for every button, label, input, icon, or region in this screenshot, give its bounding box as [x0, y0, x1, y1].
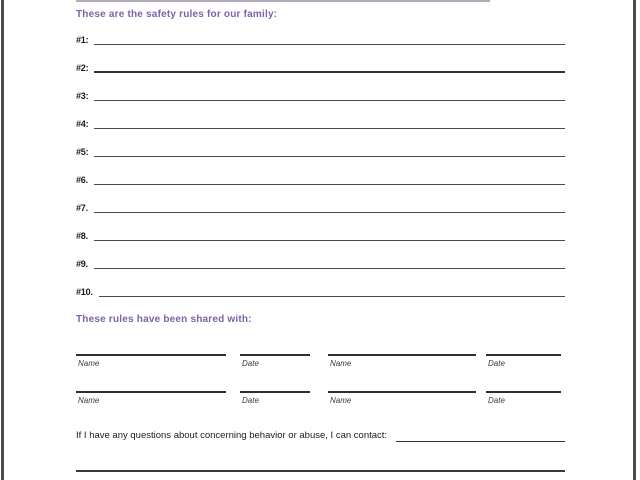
signature-field-label: Date — [242, 359, 259, 368]
signature-field-name — [328, 391, 476, 405]
signature-row — [76, 354, 561, 368]
rule-row — [76, 101, 565, 129]
rule-number-label: #5: — [76, 147, 89, 157]
rule-number-label: #8. — [76, 231, 88, 241]
rule-row — [76, 213, 565, 241]
signature-field-label: Name — [330, 359, 352, 368]
rules-list — [76, 17, 565, 297]
rule-row — [76, 269, 565, 297]
signature-field-label: Date — [488, 359, 505, 368]
signature-field-label: Name — [330, 396, 352, 405]
contact-row — [76, 429, 565, 442]
rule-number-label: #4: — [76, 119, 89, 129]
shared-section-title: These rules have been shared with: — [76, 314, 252, 325]
rule-blank-line — [94, 212, 565, 213]
rule-row — [76, 45, 565, 73]
rule-blank-line — [94, 184, 565, 185]
notes-blank-line — [76, 470, 565, 472]
signature-field-date — [486, 354, 561, 368]
cropped-text-remnant — [76, 0, 490, 2]
rule-number-label: #7. — [76, 203, 88, 213]
page-crop-border-right — [633, 0, 636, 480]
rule-row — [76, 157, 565, 185]
rule-number-label: #6. — [76, 175, 88, 185]
rule-blank-line — [94, 100, 565, 101]
signature-field-label: Date — [242, 396, 259, 405]
rule-number-label: #3: — [76, 91, 89, 101]
rule-number-label: #10. — [76, 287, 93, 297]
rule-row — [76, 73, 565, 101]
rule-row — [76, 185, 565, 213]
rule-number-label: #2: — [76, 63, 89, 73]
rule-row — [76, 129, 565, 157]
rule-blank-line — [94, 44, 565, 45]
rule-number-label: #1: — [76, 35, 89, 45]
rule-number-label: #9. — [76, 259, 88, 269]
rules-section-title: These are the safety rules for our family: — [76, 9, 278, 20]
signature-field-name — [328, 354, 476, 368]
rule-blank-line — [94, 240, 565, 241]
rule-blank-line — [94, 156, 565, 157]
rule-blank-line — [94, 71, 565, 73]
page-crop-border-left — [1, 0, 4, 480]
rule-row — [76, 241, 565, 269]
rule-row — [76, 17, 565, 45]
signature-field-name — [76, 391, 226, 405]
rule-blank-line — [94, 128, 565, 129]
rule-blank-line — [99, 296, 565, 297]
signature-field-label: Date — [488, 396, 505, 405]
signature-field-date — [240, 391, 310, 405]
signature-field-label: Name — [78, 359, 100, 368]
contact-prompt: If I have any questions about concerning behavior or abuse, I can contact: — [76, 430, 388, 441]
rule-blank-line — [94, 268, 565, 269]
signature-row — [76, 391, 561, 405]
contact-blank-line — [396, 441, 565, 442]
signature-field-date — [240, 354, 310, 368]
signature-field-date — [486, 391, 561, 405]
signature-field-name — [76, 354, 226, 368]
signature-field-label: Name — [78, 396, 100, 405]
